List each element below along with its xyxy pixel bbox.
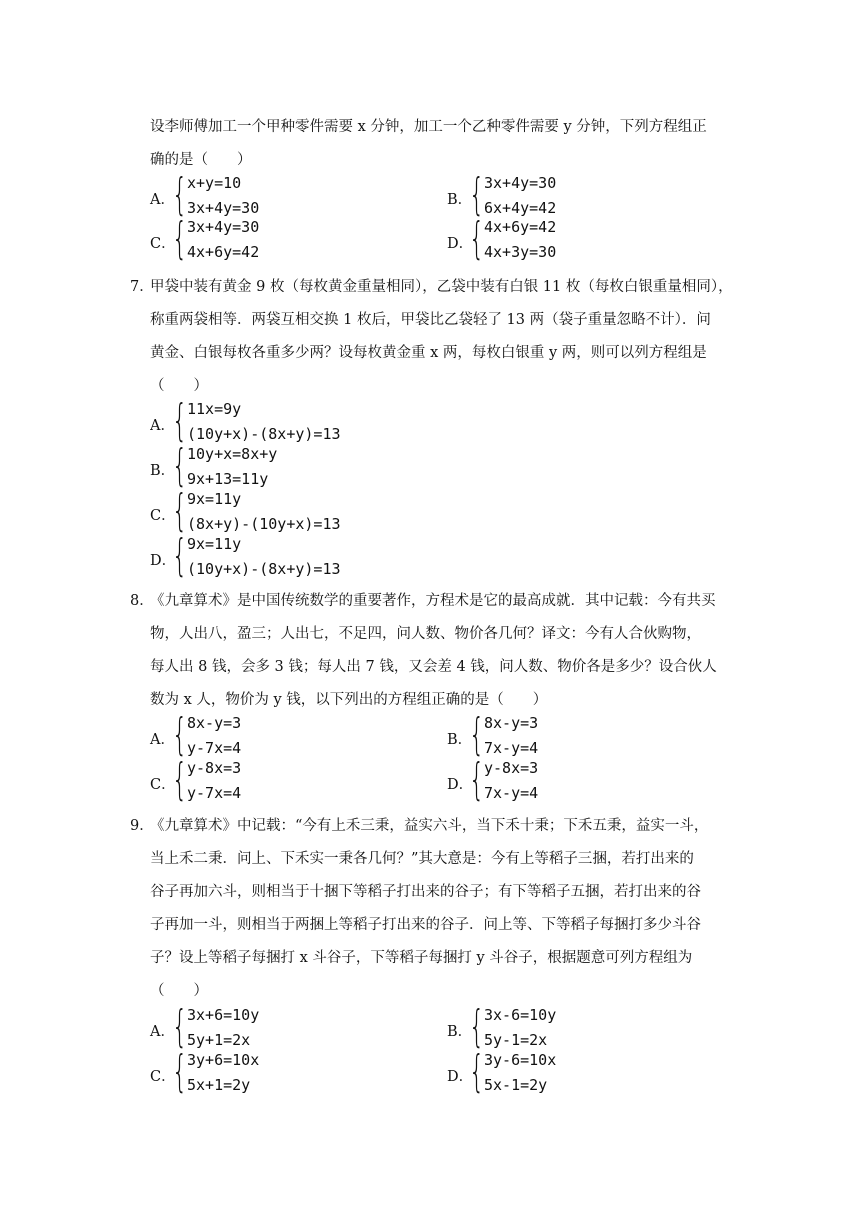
brace-icon: { — [172, 1046, 188, 1097]
q7-line-3: 黄金、白银每枚各重多少两？设每枚黄金重 x 两，每枚白银重 y 两，则可以列方程组是 — [150, 345, 707, 361]
option-label: C． — [150, 777, 176, 793]
equation: (10y+x)-(8x+y)=13 — [187, 560, 341, 578]
equation: 3x-6=10y — [484, 1006, 557, 1024]
option-label: A． — [150, 732, 175, 748]
q7-option-c[interactable] — [150, 490, 450, 538]
equation: (8x+y)-(10y+x)=13 — [187, 515, 341, 533]
equation: 6x+4y=42 — [484, 199, 557, 217]
equation: 7x-y=4 — [484, 739, 539, 757]
q8-text: 《九章算术》是中国传统数学的重要著作，方程术是它的最高成就．其中记载：今有共买 — [150, 593, 716, 609]
option-label: A． — [150, 1024, 175, 1040]
brace-icon: { — [172, 445, 188, 491]
option-label: B． — [447, 1024, 473, 1040]
q9-line-1 — [130, 814, 708, 835]
equation: 3y+6=10x — [187, 1051, 260, 1069]
q9-line-5: 子？设上等稻子每捆打 x 斗谷子，下等稻子每捆打 y 斗谷子，根据题意可列方程组为 — [150, 950, 693, 966]
equation: 8x-y=3 — [484, 714, 539, 732]
q7-line-2: 称重两袋相等．两袋互相交换 1 枚后，甲袋比乙袋轻了 13 两（袋子重量忽略不计）．问 — [150, 312, 711, 328]
q9-line-6: （ ） — [150, 983, 208, 999]
option-label: D． — [447, 236, 474, 252]
q9-line-2: 当上禾二秉．问上、下禾实一秉各几何？”其大意是：今有上等稻子三捆，若打出来的 — [150, 851, 694, 867]
equation: 4x+6y=42 — [484, 218, 557, 236]
question-number: 8． — [130, 593, 154, 609]
equation: 3x+4y=30 — [484, 174, 557, 192]
option-label: B． — [447, 732, 473, 748]
equation: 5y-1=2x — [484, 1031, 548, 1049]
equation: y-7x=4 — [187, 784, 242, 802]
q8-line-2: 物，人出八，盈三；人出七，不足四，问人数、物价各几何？译文：今有人合伙购物， — [150, 626, 701, 642]
option-label: B． — [150, 463, 176, 479]
equation: 9x=11y — [187, 490, 242, 508]
q7-line-1 — [130, 275, 733, 296]
brace-icon: { — [172, 400, 188, 446]
brace-icon: { — [469, 754, 485, 805]
brace-icon: { — [469, 709, 485, 760]
equation: 5y+1=2x — [187, 1031, 251, 1049]
option-label: B． — [447, 192, 473, 208]
equation: 3x+4y=30 — [187, 218, 260, 236]
option-label: C． — [150, 236, 176, 252]
brace-icon: { — [172, 709, 188, 760]
option-label: C． — [150, 1069, 176, 1085]
q7-text: 甲袋中装有黄金 9 枚（每枚黄金重量相同），乙袋中装有白银 11 枚（每枚白银重量相同）， — [150, 279, 733, 295]
equation: 9x+13=11y — [187, 470, 269, 488]
equation: 3x+6=10y — [187, 1006, 260, 1024]
brace-icon: { — [469, 169, 485, 220]
equation: 3x+4y=30 — [187, 199, 260, 217]
q9-line-3: 谷子再加六斗，则相当于十捆下等稻子打出来的谷子；有下等稻子五捆，若打出来的谷 — [150, 884, 701, 900]
option-label: D． — [447, 1069, 474, 1085]
brace-icon: { — [469, 1001, 485, 1052]
equation: 4x+6y=42 — [187, 243, 260, 261]
option-label: D． — [150, 553, 177, 569]
q6-line-2: 确的是（ ） — [150, 152, 252, 168]
equation: y-8x=3 — [187, 759, 242, 777]
equation: 8x-y=3 — [187, 714, 242, 732]
q8-line-1 — [130, 589, 716, 610]
option-label: A． — [150, 192, 175, 208]
brace-icon: { — [172, 535, 188, 581]
equation: 5x+1=2y — [187, 1076, 251, 1094]
q6-line-1: 设李师傅加工一个甲种零件需要 x 分钟，加工一个乙种零件需要 y 分钟，下列方程组正 — [150, 119, 707, 135]
equation: 9x=11y — [187, 535, 242, 553]
q8-line-4: 数为 x 人，物价为 y 钱，以下列出的方程组正确的是（ ） — [150, 692, 548, 708]
option-label: A． — [150, 418, 175, 434]
q7-option-a[interactable] — [150, 400, 450, 448]
equation: y-8x=3 — [484, 759, 539, 777]
equation: 11x=9y — [187, 400, 242, 418]
equation: 5x-1=2y — [484, 1076, 548, 1094]
equation: 4x+3y=30 — [484, 243, 557, 261]
question-number: 7． — [130, 279, 154, 295]
q9-line-4: 子再加一斗，则相当于两捆上等稻子打出来的谷子．问上等、下等稻子每捆打多少斗谷 — [150, 917, 701, 933]
brace-icon: { — [469, 213, 485, 264]
q7-option-b[interactable] — [150, 445, 450, 493]
brace-icon: { — [172, 169, 188, 220]
equation: 3y-6=10x — [484, 1051, 557, 1069]
option-label: D． — [447, 777, 474, 793]
q7-line-4: （ ） — [150, 378, 208, 394]
brace-icon: { — [172, 213, 188, 264]
equation: (10y+x)-(8x+y)=13 — [187, 425, 341, 443]
equation: 10y+x=8x+y — [187, 445, 278, 463]
q8-line-3: 每人出 8 钱，会多 3 钱；每人出 7 钱，又会差 4 钱，问人数、物价各是多少？设合伙人 — [150, 659, 717, 675]
brace-icon: { — [172, 754, 188, 805]
question-number: 9． — [130, 818, 154, 834]
q7-option-d[interactable] — [150, 535, 450, 583]
brace-icon: { — [172, 1001, 188, 1052]
equation: y-7x=4 — [187, 739, 242, 757]
equation: x+y=10 — [187, 174, 242, 192]
q9-text: 《九章算术》中记载：“今有上禾三秉，益实六斗，当下禾十秉；下禾五秉，益实一斗， — [150, 818, 709, 834]
option-label: C． — [150, 508, 176, 524]
brace-icon: { — [469, 1046, 485, 1097]
equation: 7x-y=4 — [484, 784, 539, 802]
brace-icon: { — [172, 490, 188, 536]
